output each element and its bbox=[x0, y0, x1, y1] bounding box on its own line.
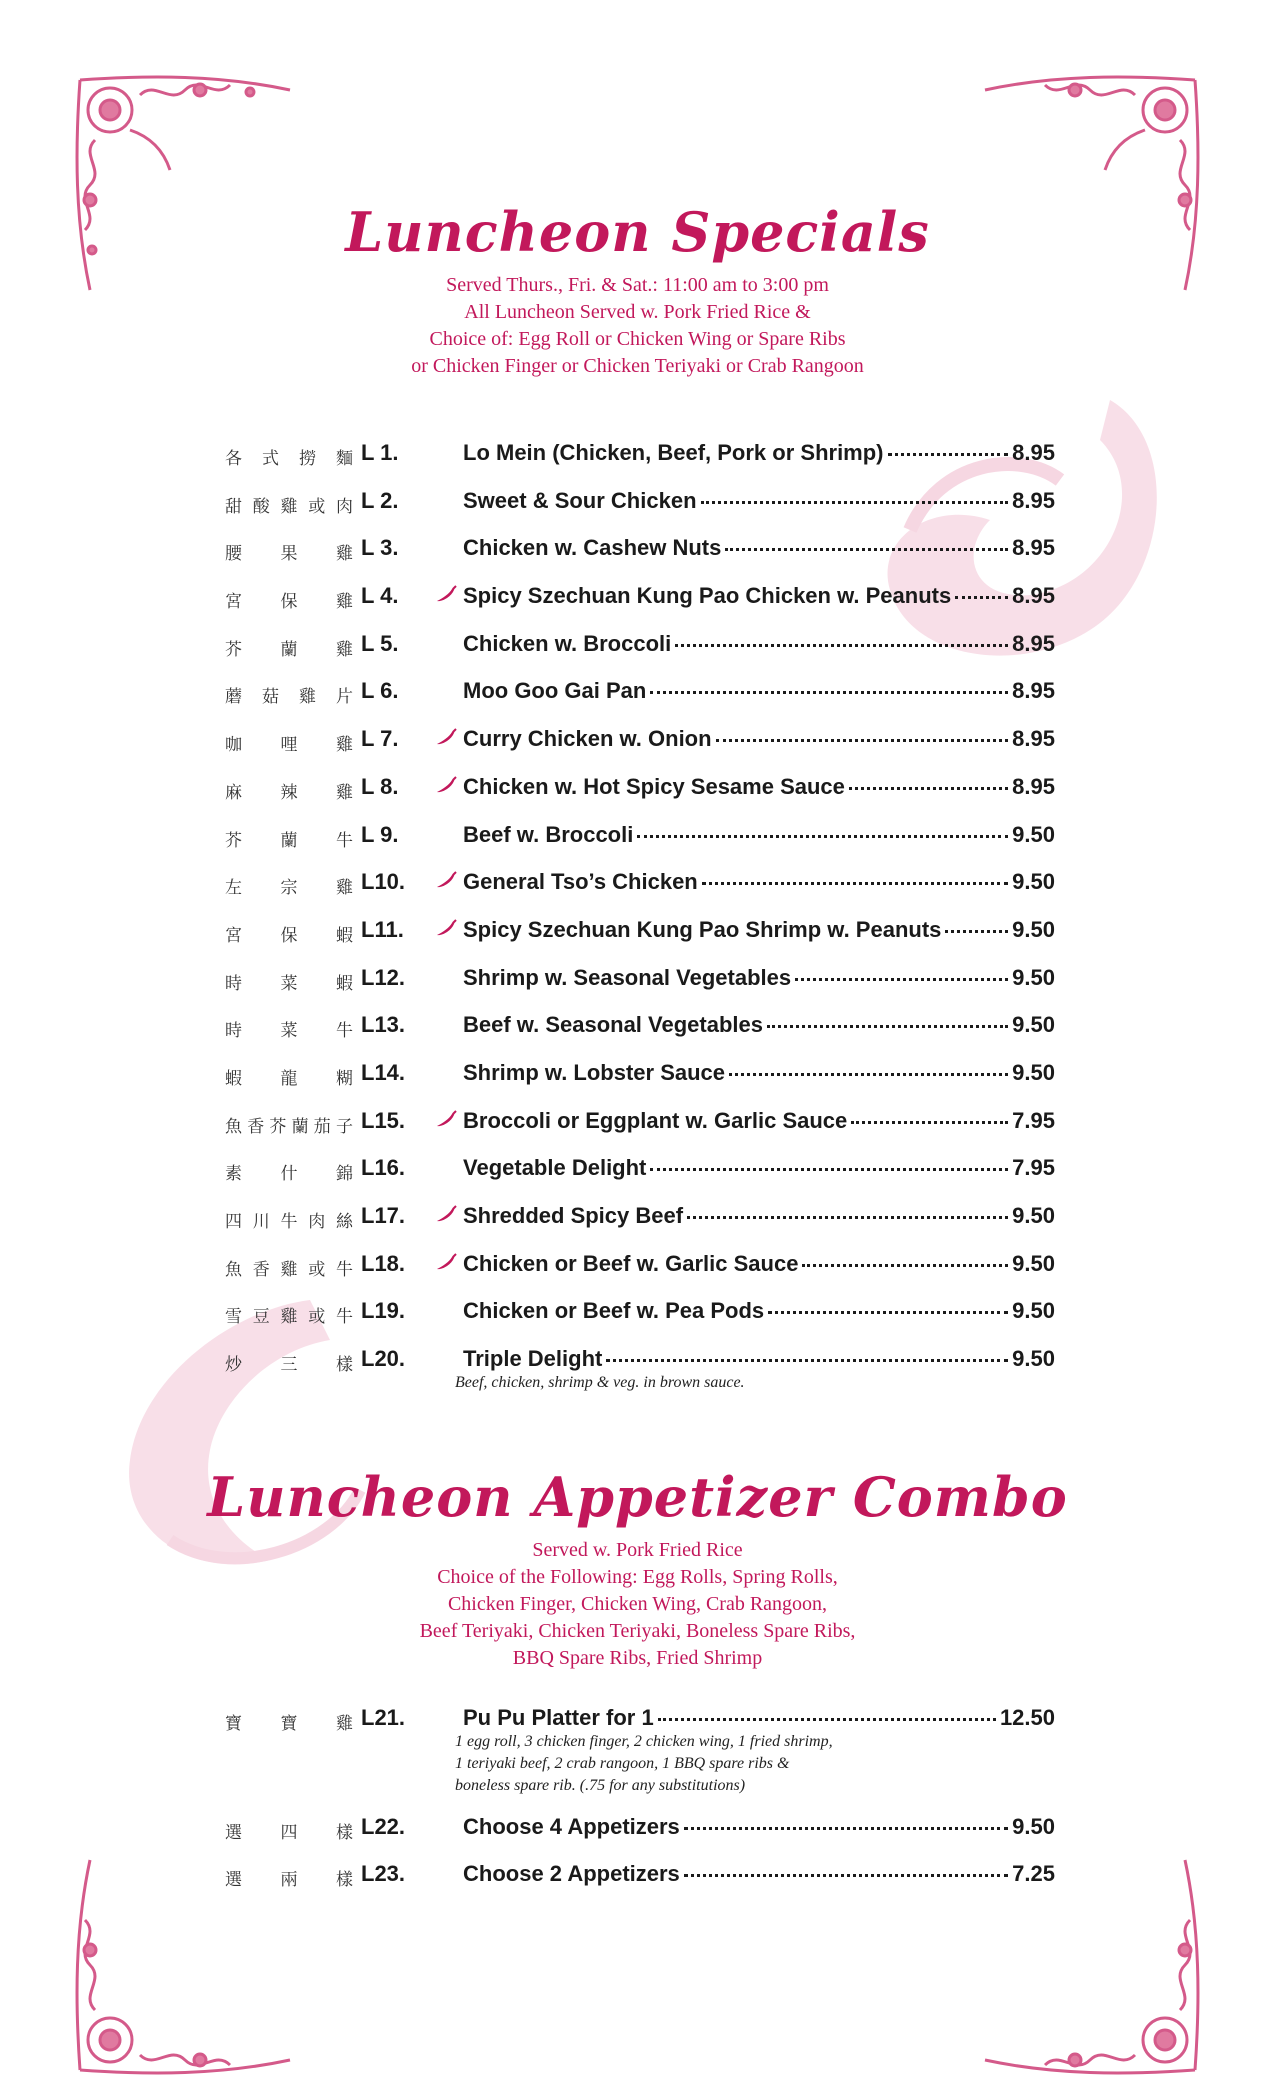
chinese-name: 時 菜 蝦 bbox=[225, 973, 353, 994]
item-code: L 8. bbox=[361, 773, 399, 799]
item-code: L22. bbox=[361, 1813, 406, 1839]
description-line: boneless spare rib. (.75 for any substitutions) bbox=[455, 1777, 746, 1794]
section-subtitle-combo bbox=[0, 1537, 1275, 1672]
pepper-slot bbox=[429, 1012, 463, 1036]
item-code: L20. bbox=[361, 1346, 406, 1372]
chinese-name: 選 兩 樣 bbox=[225, 1870, 353, 1891]
item-name: Pu Pu Platter for 1 bbox=[463, 1705, 654, 1730]
item-code: L13. bbox=[361, 1012, 406, 1038]
pepper-slot bbox=[429, 1861, 463, 1885]
item-price: 9.50 bbox=[1012, 916, 1055, 942]
item-name: Chicken or Beef w. Garlic Sauce bbox=[463, 1250, 799, 1276]
menu-item-row bbox=[225, 1251, 1055, 1299]
item-price: 7.95 bbox=[1012, 1155, 1055, 1181]
pepper-slot bbox=[429, 1346, 463, 1370]
menu-item-row bbox=[225, 917, 1055, 965]
item-price: 8.95 bbox=[1012, 535, 1055, 561]
item-code: L17. bbox=[361, 1203, 406, 1228]
item-price: 9.50 bbox=[1012, 1203, 1055, 1228]
item-line bbox=[463, 965, 1055, 991]
menu-item-row bbox=[225, 535, 1055, 583]
hot-pepper-icon bbox=[429, 1108, 463, 1132]
item-name: Spicy Szechuan Kung Pao Shrimp w. Peanuts bbox=[463, 916, 942, 942]
item-price: 8.95 bbox=[1012, 678, 1055, 704]
pepper-slot bbox=[429, 965, 463, 989]
menu-item-row bbox=[225, 1060, 1055, 1108]
subtitle-line: Beef Teriyaki, Chicken Teriyaki, Boneless Spare Ribs, bbox=[419, 1620, 856, 1642]
subtitle-line: Served w. Pork Fried Rice bbox=[532, 1539, 743, 1561]
dot-leader bbox=[802, 1264, 1008, 1267]
item-line bbox=[463, 1298, 1055, 1324]
dot-leader bbox=[684, 1827, 1008, 1830]
chinese-name: 雪 豆 雞 或 牛 bbox=[225, 1307, 353, 1328]
item-name: Broccoli or Eggplant w. Garlic Sauce bbox=[463, 1107, 848, 1133]
chinese-name: 時 菜 牛 bbox=[225, 1021, 353, 1042]
item-name: Choose 2 Appetizers bbox=[463, 1861, 680, 1887]
item-code: L19. bbox=[361, 1298, 406, 1324]
chinese-name: 蘑 菇 雞 片 bbox=[225, 687, 353, 708]
item-line bbox=[463, 583, 1055, 609]
dot-leader bbox=[795, 978, 1008, 981]
item-name: General Tso’s Chicken bbox=[463, 869, 698, 895]
dot-leader bbox=[851, 1121, 1008, 1124]
chinese-name: 魚 香 芥 蘭 茄 子 bbox=[225, 1116, 353, 1137]
item-price: 9.50 bbox=[1012, 1298, 1055, 1324]
subtitle-line: Chicken Finger, Chicken Wing, Crab Rangoon, bbox=[447, 1593, 828, 1615]
menu-item-row bbox=[225, 822, 1055, 870]
item-price: 9.50 bbox=[1012, 821, 1055, 847]
item-line bbox=[463, 774, 1055, 800]
dot-leader bbox=[849, 787, 1008, 790]
item-line bbox=[463, 869, 1055, 895]
item-name: Moo Goo Gai Pan bbox=[463, 678, 647, 704]
item-name: Triple Delight bbox=[463, 1346, 603, 1372]
item-code: L 5. bbox=[361, 630, 399, 656]
menu-item-row bbox=[225, 583, 1055, 631]
item-price: 9.50 bbox=[1012, 1813, 1055, 1839]
item-line bbox=[463, 631, 1055, 657]
item-code: L 9. bbox=[361, 821, 399, 847]
pepper-slot bbox=[429, 488, 463, 512]
pepper-slot bbox=[429, 1814, 463, 1838]
item-code: L 3. bbox=[361, 535, 399, 561]
item-line bbox=[463, 1861, 1055, 1887]
item-line bbox=[463, 1203, 1055, 1229]
dot-leader bbox=[658, 1718, 996, 1721]
subtitle-line: or Chicken Finger or Chicken Teriyaki or Crab Rangoon bbox=[411, 355, 864, 377]
pepper-slot bbox=[429, 631, 463, 655]
item-code: L18. bbox=[361, 1250, 406, 1276]
chinese-name: 芥 蘭 牛 bbox=[225, 830, 353, 851]
dot-leader bbox=[675, 644, 1008, 647]
item-code: L16. bbox=[361, 1155, 406, 1181]
section-subtitle-specials bbox=[0, 272, 1275, 380]
menu-item-row bbox=[225, 440, 1055, 488]
item-price: 7.25 bbox=[1012, 1861, 1055, 1887]
pepper-slot bbox=[429, 1298, 463, 1322]
menu-item-row bbox=[225, 1346, 1055, 1394]
item-code: L 7. bbox=[361, 726, 399, 752]
item-line bbox=[463, 535, 1055, 561]
pepper-slot bbox=[429, 1155, 463, 1179]
ornament-corner-icon bbox=[70, 70, 300, 300]
hot-pepper-icon bbox=[429, 583, 463, 607]
item-price: 9.50 bbox=[1012, 964, 1055, 990]
chinese-name: 宮 保 雞 bbox=[225, 592, 353, 613]
menu-item-row bbox=[225, 726, 1055, 774]
item-price: 8.95 bbox=[1012, 440, 1055, 465]
pepper-slot bbox=[429, 535, 463, 559]
menu-item-row bbox=[225, 1012, 1055, 1060]
pepper-slot bbox=[429, 440, 463, 464]
item-price: 8.95 bbox=[1012, 726, 1055, 752]
chinese-name: 咖 哩 雞 bbox=[225, 735, 353, 756]
chinese-name: 選 四 樣 bbox=[225, 1822, 353, 1843]
description-line: 1 egg roll, 3 chicken finger, 2 chicken wing, 1 fried shrimp, bbox=[455, 1733, 833, 1750]
item-price: 8.95 bbox=[1012, 773, 1055, 799]
hot-pepper-icon bbox=[429, 917, 463, 941]
dot-leader bbox=[702, 882, 1008, 885]
item-name: Shrimp w. Seasonal Vegetables bbox=[463, 964, 792, 990]
item-name: Chicken w. Broccoli bbox=[463, 630, 672, 656]
subtitle-line: BBQ Spare Ribs, Fried Shrimp bbox=[512, 1647, 763, 1669]
item-code: L11. bbox=[361, 916, 404, 942]
subtitle-line: Choice of the Following: Egg Rolls, Spring Rolls, bbox=[437, 1566, 838, 1588]
dot-leader bbox=[606, 1359, 1008, 1362]
chinese-name: 炒 三 樣 bbox=[225, 1355, 353, 1376]
menu-item-row bbox=[225, 965, 1055, 1013]
dot-leader bbox=[637, 835, 1008, 838]
dot-leader bbox=[945, 930, 1008, 933]
item-code: L15. bbox=[361, 1107, 406, 1133]
chinese-name: 蝦 龍 糊 bbox=[225, 1068, 353, 1089]
item-line bbox=[463, 1346, 1055, 1372]
item-code: L12. bbox=[361, 964, 406, 990]
hot-pepper-icon bbox=[429, 1251, 463, 1275]
item-price: 9.50 bbox=[1012, 1012, 1055, 1038]
chinese-name: 各 式 撈 麵 bbox=[225, 449, 353, 469]
menu-item-row bbox=[225, 1108, 1055, 1156]
item-name: Curry Chicken w. Onion bbox=[463, 726, 712, 752]
menu-item-row bbox=[225, 1298, 1055, 1346]
item-name: Beef w. Broccoli bbox=[463, 821, 634, 847]
item-price: 12.50 bbox=[999, 1705, 1055, 1730]
dot-leader bbox=[767, 1025, 1008, 1028]
specials-list bbox=[225, 440, 1055, 1394]
dot-leader bbox=[725, 548, 1008, 551]
chinese-name: 腰 果 雞 bbox=[225, 544, 353, 565]
menu-item-row bbox=[225, 678, 1055, 726]
item-line bbox=[463, 822, 1055, 848]
item-line bbox=[463, 1108, 1055, 1134]
menu-item-row bbox=[225, 631, 1055, 679]
item-price: 8.95 bbox=[1012, 630, 1055, 656]
menu-item-row bbox=[225, 1814, 1055, 1862]
chinese-name: 四 川 牛 肉 絲 bbox=[225, 1212, 353, 1232]
pepper-slot bbox=[429, 1705, 463, 1729]
item-line bbox=[463, 726, 1055, 752]
dot-leader bbox=[955, 596, 1008, 599]
item-name: Spicy Szechuan Kung Pao Chicken w. Peanuts bbox=[463, 583, 952, 609]
section-title-combo: Luncheon Appetizer Combo bbox=[207, 1465, 1068, 1529]
item-name: Chicken w. Cashew Nuts bbox=[463, 535, 722, 561]
dot-leader bbox=[650, 1168, 1008, 1171]
item-price: 8.95 bbox=[1012, 583, 1055, 609]
item-name: Chicken w. Hot Spicy Sesame Sauce bbox=[463, 773, 845, 799]
item-line bbox=[463, 917, 1055, 943]
pepper-slot bbox=[429, 678, 463, 702]
item-price: 7.95 bbox=[1012, 1107, 1055, 1133]
item-price: 8.95 bbox=[1012, 487, 1055, 513]
menu-item-row bbox=[225, 1155, 1055, 1203]
item-name: Chicken or Beef w. Pea Pods bbox=[463, 1298, 765, 1324]
item-line bbox=[463, 1251, 1055, 1277]
item-line bbox=[463, 1012, 1055, 1038]
chinese-name: 素 什 錦 bbox=[225, 1164, 353, 1185]
chinese-name: 甜 酸 雞 或 肉 bbox=[225, 496, 353, 517]
item-code: L23. bbox=[361, 1861, 406, 1887]
item-name: Lo Mein (Chicken, Beef, Pork or Shrimp) bbox=[463, 440, 884, 465]
item-code: L21. bbox=[361, 1705, 406, 1730]
menu-item-row bbox=[225, 488, 1055, 536]
pepper-slot bbox=[429, 1060, 463, 1084]
dot-leader bbox=[768, 1311, 1008, 1314]
chinese-name: 麻 辣 雞 bbox=[225, 782, 353, 803]
chinese-name: 魚 香 雞 或 牛 bbox=[225, 1259, 353, 1280]
item-code: L 6. bbox=[361, 678, 399, 704]
item-line bbox=[463, 1705, 1055, 1731]
hot-pepper-icon bbox=[429, 774, 463, 798]
section-title-specials: Luncheon Specials bbox=[345, 200, 930, 264]
description-line: 1 teriyaki beef, 2 crab rangoon, 1 BBQ spare ribs & bbox=[455, 1755, 790, 1772]
item-code: L10. bbox=[361, 869, 406, 895]
hot-pepper-icon bbox=[429, 1203, 463, 1227]
menu-item-row bbox=[225, 1705, 1055, 1814]
item-line bbox=[463, 678, 1055, 704]
menu-item-row bbox=[225, 869, 1055, 917]
dot-leader bbox=[687, 1216, 1008, 1219]
item-code: L 1. bbox=[361, 440, 399, 465]
dot-leader bbox=[701, 501, 1009, 504]
dot-leader bbox=[716, 739, 1009, 742]
chinese-name: 芥 蘭 雞 bbox=[225, 639, 353, 660]
item-name: Choose 4 Appetizers bbox=[463, 1813, 680, 1839]
item-description bbox=[455, 1372, 745, 1394]
hot-pepper-icon bbox=[429, 726, 463, 750]
dot-leader bbox=[888, 453, 1009, 456]
item-line bbox=[463, 488, 1055, 514]
item-description bbox=[455, 1731, 833, 1797]
item-code: L 2. bbox=[361, 487, 399, 513]
item-line bbox=[463, 440, 1055, 466]
description-line: Beef, chicken, shrimp & veg. in brown sauce. bbox=[455, 1374, 745, 1392]
subtitle-line: Served Thurs., Fri. & Sat.: 11:00 am to 3:00 pm bbox=[446, 274, 829, 296]
dot-leader bbox=[684, 1874, 1008, 1877]
combo-list bbox=[225, 1705, 1055, 1909]
item-line bbox=[463, 1060, 1055, 1086]
item-price: 9.50 bbox=[1012, 869, 1055, 895]
item-name: Vegetable Delight bbox=[463, 1155, 647, 1181]
menu-item-row bbox=[225, 774, 1055, 822]
subtitle-line: All Luncheon Served w. Pork Fried Rice & bbox=[464, 301, 811, 323]
pepper-slot bbox=[429, 822, 463, 846]
hot-pepper-icon bbox=[429, 869, 463, 893]
item-price: 9.50 bbox=[1012, 1250, 1055, 1276]
chinese-name: 左 宗 雞 bbox=[225, 878, 353, 899]
chinese-name: 宮 保 蝦 bbox=[225, 925, 353, 946]
ornament-corner-icon bbox=[975, 70, 1205, 300]
item-code: L 4. bbox=[361, 583, 399, 609]
item-name: Shrimp w. Lobster Sauce bbox=[463, 1059, 726, 1085]
menu-item-row bbox=[225, 1203, 1055, 1251]
item-price: 9.50 bbox=[1012, 1059, 1055, 1085]
item-line bbox=[463, 1155, 1055, 1181]
dot-leader bbox=[729, 1073, 1008, 1076]
item-price: 9.50 bbox=[1012, 1346, 1055, 1372]
item-name: Beef w. Seasonal Vegetables bbox=[463, 1012, 763, 1038]
item-code: L14. bbox=[361, 1059, 406, 1085]
item-name: Sweet & Sour Chicken bbox=[463, 487, 697, 513]
menu-item-row bbox=[225, 1861, 1055, 1909]
dot-leader bbox=[650, 691, 1008, 694]
item-line bbox=[463, 1814, 1055, 1840]
chinese-name: 寶 寶 雞 bbox=[225, 1714, 353, 1734]
subtitle-line: Choice of: Egg Roll or Chicken Wing or Spare Ribs bbox=[429, 328, 846, 350]
item-name: Shredded Spicy Beef bbox=[463, 1203, 684, 1228]
